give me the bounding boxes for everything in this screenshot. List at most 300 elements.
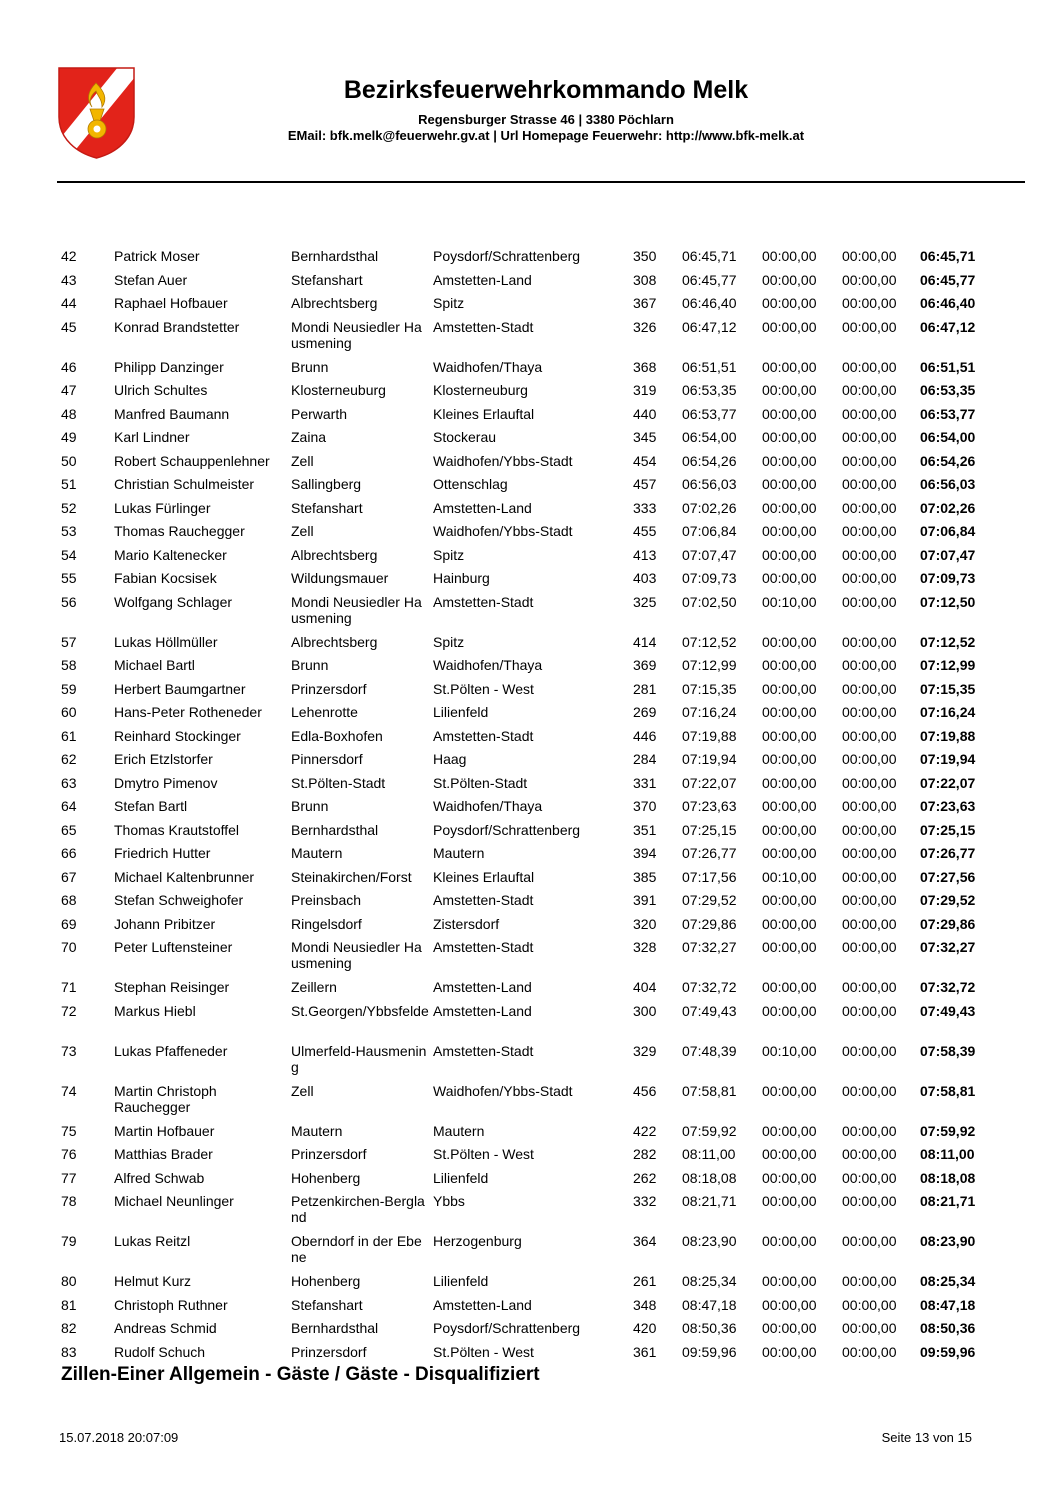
abschnitt-cell: Haag xyxy=(433,751,467,767)
start-number-cell: 440 xyxy=(633,405,657,422)
penalty-time-cell: 00:00,00 xyxy=(762,1273,817,1289)
feuerwehr-cell: Brunn xyxy=(291,657,329,673)
total-time-cell: 06:53,35 xyxy=(920,382,976,398)
abschnitt-cell: Amstetten-Stadt xyxy=(433,593,534,610)
rank-cell: 44 xyxy=(61,295,77,311)
name-cell: Christoph Ruthner xyxy=(114,1296,228,1313)
start-number-cell: 364 xyxy=(633,1233,657,1249)
total-time-cell: 07:26,77 xyxy=(920,845,976,861)
start-number-cell: 300 xyxy=(633,1002,657,1019)
extra-time-cell: 00:00,00 xyxy=(842,1146,897,1162)
start-number-cell: 308 xyxy=(633,271,657,288)
feuerwehr-cell: Zeillern xyxy=(291,979,337,995)
fire-brigade-shield-icon xyxy=(58,67,135,159)
run-time-cell: 07:58,81 xyxy=(682,1082,737,1099)
table-row xyxy=(0,704,1047,728)
penalty-time-cell: 00:00,00 xyxy=(762,1343,817,1360)
run-time-cell: 07:59,92 xyxy=(682,1122,737,1139)
rank-cell: 64 xyxy=(61,798,77,814)
total-time-cell: 07:06,84 xyxy=(920,523,976,539)
total-time-cell: 08:18,08 xyxy=(920,1169,976,1186)
total-time-cell: 07:59,92 xyxy=(920,1122,976,1139)
penalty-time-cell: 00:00,00 xyxy=(762,318,817,335)
table-row xyxy=(0,1003,1047,1043)
table-row xyxy=(0,570,1047,594)
run-time-cell: 07:19,88 xyxy=(682,727,737,744)
start-number-cell: 404 xyxy=(633,979,657,995)
feuerwehr-cell: Zell xyxy=(291,523,314,539)
start-number-cell: 261 xyxy=(633,1273,657,1289)
feuerwehr-cell: Pinnersdorf xyxy=(291,751,363,767)
name-cell: Peter Luftensteiner xyxy=(114,939,233,955)
extra-time-cell: 00:00,00 xyxy=(842,845,897,861)
rank-cell: 57 xyxy=(61,633,77,650)
run-time-cell: 07:32,72 xyxy=(682,979,737,995)
table-row xyxy=(0,594,1047,634)
abschnitt-cell: Ybbs xyxy=(433,1193,465,1209)
total-time-cell: 08:47,18 xyxy=(920,1296,976,1313)
run-time-cell: 08:50,36 xyxy=(682,1320,737,1336)
penalty-time-cell: 00:10,00 xyxy=(762,593,817,610)
penalty-time-cell: 00:00,00 xyxy=(762,727,817,744)
abschnitt-cell: St.Pölten - West xyxy=(433,1343,534,1360)
feuerwehr-cell: Hohenberg xyxy=(291,1169,361,1186)
rank-cell: 62 xyxy=(61,751,77,767)
run-time-cell: 08:23,90 xyxy=(682,1233,737,1249)
abschnitt-cell: Poysdorf/Schrattenberg xyxy=(433,248,581,264)
start-number-cell: 328 xyxy=(633,939,657,955)
name-cell: Dmytro Pimenov xyxy=(114,774,218,791)
total-time-cell: 06:47,12 xyxy=(920,318,976,335)
penalty-time-cell: 00:00,00 xyxy=(762,774,817,791)
total-time-cell: 08:23,90 xyxy=(920,1233,976,1249)
abschnitt-cell: Waidhofen/Thaya xyxy=(433,657,543,673)
extra-time-cell: 00:00,00 xyxy=(842,727,897,744)
table-row xyxy=(0,248,1047,272)
table-row xyxy=(0,845,1047,869)
table-row xyxy=(0,500,1047,524)
penalty-time-cell: 00:00,00 xyxy=(762,271,817,288)
rank-cell: 74 xyxy=(61,1082,77,1099)
total-time-cell: 07:32,72 xyxy=(920,979,976,995)
start-number-cell: 369 xyxy=(633,657,657,673)
penalty-time-cell: 00:00,00 xyxy=(762,939,817,955)
abschnitt-cell: St.Pölten-Stadt xyxy=(433,774,528,791)
total-time-cell: 07:58,81 xyxy=(920,1082,976,1099)
total-time-cell: 07:22,07 xyxy=(920,774,976,791)
abschnitt-cell: Hainburg xyxy=(433,570,490,586)
feuerwehr-cell: Brunn xyxy=(291,798,329,814)
rank-cell: 58 xyxy=(61,657,77,673)
feuerwehr-cell: Sallingberg xyxy=(291,476,362,492)
extra-time-cell: 00:00,00 xyxy=(842,499,897,516)
abschnitt-cell: Poysdorf/Schrattenberg xyxy=(433,1320,581,1336)
feuerwehr-cell: Hohenberg xyxy=(291,1273,361,1289)
abschnitt-cell: Herzogenburg xyxy=(433,1233,522,1249)
header-address: Regensburger Strasse 46 | 3380 Pöchlarn xyxy=(418,112,674,127)
results-table xyxy=(0,248,1047,1367)
rank-cell: 66 xyxy=(61,845,77,861)
rank-cell: 83 xyxy=(61,1343,77,1360)
run-time-cell: 06:47,12 xyxy=(682,318,737,335)
table-row xyxy=(0,1320,1047,1344)
name-cell: Markus Hiebl xyxy=(114,1002,196,1019)
run-time-cell: 08:18,08 xyxy=(682,1169,737,1186)
rank-cell: 56 xyxy=(61,593,77,610)
run-time-cell: 06:53,77 xyxy=(682,405,737,422)
feuerwehr-cell: Mondi Neusiedler Hausmening xyxy=(291,939,422,971)
run-time-cell: 07:32,27 xyxy=(682,939,737,955)
penalty-time-cell: 00:00,00 xyxy=(762,633,817,650)
table-row xyxy=(0,939,1047,979)
table-row xyxy=(0,751,1047,775)
name-cell: Karl Lindner xyxy=(114,429,190,445)
start-number-cell: 325 xyxy=(633,593,657,610)
name-cell: Patrick Moser xyxy=(114,248,200,264)
feuerwehr-cell: Brunn xyxy=(291,358,329,375)
total-time-cell: 07:12,50 xyxy=(920,593,976,610)
extra-time-cell: 00:00,00 xyxy=(842,774,897,791)
abschnitt-cell: Spitz xyxy=(433,633,465,650)
rank-cell: 48 xyxy=(61,405,77,422)
table-row xyxy=(0,657,1047,681)
rank-cell: 46 xyxy=(61,358,77,375)
table-row xyxy=(0,1123,1047,1147)
run-time-cell: 07:22,07 xyxy=(682,774,737,791)
start-number-cell: 367 xyxy=(633,295,657,311)
total-time-cell: 07:15,35 xyxy=(920,680,976,697)
feuerwehr-cell: Stefanshart xyxy=(291,499,363,516)
total-time-cell: 07:23,63 xyxy=(920,798,976,814)
name-cell: Stefan Schweighofer xyxy=(114,892,244,908)
rank-cell: 67 xyxy=(61,868,77,885)
abschnitt-cell: Kleines Erlauftal xyxy=(433,405,535,422)
penalty-time-cell: 00:00,00 xyxy=(762,570,817,586)
total-time-cell: 06:45,71 xyxy=(920,248,976,264)
start-number-cell: 414 xyxy=(633,633,657,650)
table-row xyxy=(0,1083,1047,1123)
start-number-cell: 455 xyxy=(633,523,657,539)
total-time-cell: 06:56,03 xyxy=(920,476,976,492)
penalty-time-cell: 00:00,00 xyxy=(762,704,817,720)
rank-cell: 45 xyxy=(61,318,77,335)
penalty-time-cell: 00:00,00 xyxy=(762,499,817,516)
penalty-time-cell: 00:00,00 xyxy=(762,1002,817,1019)
name-cell: Mario Kaltenecker xyxy=(114,546,227,563)
penalty-time-cell: 00:00,00 xyxy=(762,523,817,539)
name-cell: Michael Neunlinger xyxy=(114,1193,234,1209)
run-time-cell: 08:21,71 xyxy=(682,1193,737,1209)
abschnitt-cell: Amstetten-Stadt xyxy=(433,318,534,335)
name-cell: Lukas Fürlinger xyxy=(114,499,211,516)
name-cell: Philipp Danzinger xyxy=(114,358,224,375)
start-number-cell: 351 xyxy=(633,821,657,838)
start-number-cell: 281 xyxy=(633,680,657,697)
rank-cell: 54 xyxy=(61,546,77,563)
feuerwehr-cell: Bernhardsthal xyxy=(291,248,379,264)
run-time-cell: 06:54,00 xyxy=(682,429,737,445)
extra-time-cell: 00:00,00 xyxy=(842,1082,897,1099)
rank-cell: 47 xyxy=(61,382,77,398)
name-cell: Martin Christoph Rauchegger xyxy=(114,1082,217,1115)
table-row xyxy=(0,634,1047,658)
name-cell: Lukas Reitzl xyxy=(114,1233,191,1249)
penalty-time-cell: 00:00,00 xyxy=(762,821,817,838)
run-time-cell: 06:54,26 xyxy=(682,452,737,469)
start-number-cell: 333 xyxy=(633,499,657,516)
name-cell: Wolfgang Schlager xyxy=(114,593,233,610)
header-divider xyxy=(57,181,1025,183)
penalty-time-cell: 00:00,00 xyxy=(762,452,817,469)
abschnitt-cell: Waidhofen/Ybbs-Stadt xyxy=(433,523,573,539)
total-time-cell: 06:54,26 xyxy=(920,452,976,469)
table-row xyxy=(0,359,1047,383)
penalty-time-cell: 00:00,00 xyxy=(762,1320,817,1336)
feuerwehr-cell: St.Georgen/Ybbsfelde xyxy=(291,1002,429,1019)
page-title: Bezirksfeuerwehrkommando Melk xyxy=(343,76,749,104)
extra-time-cell: 00:00,00 xyxy=(842,295,897,311)
rank-cell: 82 xyxy=(61,1320,77,1336)
table-row xyxy=(0,406,1047,430)
start-number-cell: 329 xyxy=(633,1042,657,1059)
start-number-cell: 385 xyxy=(633,868,657,885)
extra-time-cell: 00:00,00 xyxy=(842,1273,897,1289)
rank-cell: 69 xyxy=(61,915,77,932)
rank-cell: 68 xyxy=(61,892,77,908)
print-timestamp: 15.07.2018 20:07:09 xyxy=(59,1430,179,1445)
total-time-cell: 06:53,77 xyxy=(920,405,976,422)
feuerwehr-cell: Mautern xyxy=(291,845,343,861)
name-cell: Thomas Krautstoffel xyxy=(114,821,240,838)
extra-time-cell: 00:00,00 xyxy=(842,915,897,932)
run-time-cell: 07:29,86 xyxy=(682,915,737,932)
extra-time-cell: 00:00,00 xyxy=(842,751,897,767)
run-time-cell: 07:25,15 xyxy=(682,821,737,838)
abschnitt-cell: Poysdorf/Schrattenberg xyxy=(433,821,581,838)
rank-cell: 75 xyxy=(61,1122,77,1139)
penalty-time-cell: 00:00,00 xyxy=(762,1169,817,1186)
abschnitt-cell: Amstetten-Land xyxy=(433,271,532,288)
run-time-cell: 09:59,96 xyxy=(682,1343,737,1360)
extra-time-cell: 00:00,00 xyxy=(842,1122,897,1139)
extra-time-cell: 00:00,00 xyxy=(842,1343,897,1360)
name-cell: Stefan Bartl xyxy=(114,798,188,814)
abschnitt-cell: Zistersdorf xyxy=(433,915,500,932)
run-time-cell: 07:06,84 xyxy=(682,523,737,539)
start-number-cell: 345 xyxy=(633,429,657,445)
start-number-cell: 368 xyxy=(633,358,657,375)
penalty-time-cell: 00:00,00 xyxy=(762,915,817,932)
penalty-time-cell: 00:00,00 xyxy=(762,382,817,398)
name-cell: Michael Kaltenbrunner xyxy=(114,868,255,885)
name-cell: Fabian Kocsisek xyxy=(114,570,217,586)
abschnitt-cell: Amstetten-Stadt xyxy=(433,892,534,908)
rank-cell: 71 xyxy=(61,979,77,995)
rank-cell: 42 xyxy=(61,248,77,264)
run-time-cell: 06:51,51 xyxy=(682,358,737,375)
start-number-cell: 282 xyxy=(633,1146,657,1162)
table-row xyxy=(0,798,1047,822)
table-row xyxy=(0,822,1047,846)
feuerwehr-cell: Albrechtsberg xyxy=(291,295,378,311)
extra-time-cell: 00:00,00 xyxy=(842,546,897,563)
run-time-cell: 07:15,35 xyxy=(682,680,737,697)
total-time-cell: 07:16,24 xyxy=(920,704,976,720)
abschnitt-cell: Amstetten-Stadt xyxy=(433,939,534,955)
rank-cell: 63 xyxy=(61,774,77,791)
penalty-time-cell: 00:00,00 xyxy=(762,405,817,422)
table-row xyxy=(0,295,1047,319)
table-row xyxy=(0,429,1047,453)
abschnitt-cell: Lilienfeld xyxy=(433,1273,489,1289)
name-cell: Christian Schulmeister xyxy=(114,476,255,492)
penalty-time-cell: 00:00,00 xyxy=(762,1146,817,1162)
name-cell: Matthias Brader xyxy=(114,1146,213,1162)
abschnitt-cell: Amstetten-Land xyxy=(433,1296,532,1313)
feuerwehr-cell: Mautern xyxy=(291,1122,343,1139)
name-cell: Friedrich Hutter xyxy=(114,845,211,861)
total-time-cell: 07:29,52 xyxy=(920,892,976,908)
total-time-cell: 07:12,99 xyxy=(920,657,976,673)
table-row xyxy=(0,979,1047,1003)
name-cell: Rudolf Schuch xyxy=(114,1343,206,1360)
run-time-cell: 06:45,71 xyxy=(682,248,737,264)
penalty-time-cell: 00:00,00 xyxy=(762,892,817,908)
extra-time-cell: 00:00,00 xyxy=(842,979,897,995)
table-row xyxy=(0,869,1047,893)
penalty-time-cell: 00:00,00 xyxy=(762,546,817,563)
extra-time-cell: 00:00,00 xyxy=(842,939,897,955)
extra-time-cell: 00:00,00 xyxy=(842,1320,897,1336)
penalty-time-cell: 00:00,00 xyxy=(762,1296,817,1313)
name-cell: Erich Etzlstorfer xyxy=(114,751,213,767)
extra-time-cell: 00:00,00 xyxy=(842,868,897,885)
penalty-time-cell: 00:00,00 xyxy=(762,680,817,697)
extra-time-cell: 00:00,00 xyxy=(842,476,897,492)
rank-cell: 49 xyxy=(61,429,77,445)
start-number-cell: 454 xyxy=(633,452,657,469)
extra-time-cell: 00:00,00 xyxy=(842,382,897,398)
penalty-time-cell: 00:00,00 xyxy=(762,798,817,814)
abschnitt-cell: Amstetten-Land xyxy=(433,499,532,516)
name-cell: Ulrich Schultes xyxy=(114,382,208,398)
total-time-cell: 07:19,94 xyxy=(920,751,976,767)
rank-cell: 72 xyxy=(61,1002,77,1019)
extra-time-cell: 00:00,00 xyxy=(842,1042,897,1059)
run-time-cell: 07:26,77 xyxy=(682,845,737,861)
start-number-cell: 457 xyxy=(633,476,657,492)
name-cell: Reinhard Stockinger xyxy=(114,727,241,744)
rank-cell: 50 xyxy=(61,452,77,469)
table-row xyxy=(0,1193,1047,1233)
abschnitt-cell: Mautern xyxy=(433,1122,485,1139)
name-cell: Johann Pribitzer xyxy=(114,915,216,932)
run-time-cell: 07:16,24 xyxy=(682,704,737,720)
start-number-cell: 391 xyxy=(633,892,657,908)
rank-cell: 77 xyxy=(61,1169,77,1186)
total-time-cell: 07:19,88 xyxy=(920,727,976,744)
section-heading: Zillen-Einer Allgemein - Gäste / Gäste - Disqualifiziert xyxy=(61,1364,540,1385)
table-row xyxy=(0,453,1047,477)
total-time-cell: 06:46,40 xyxy=(920,295,976,311)
extra-time-cell: 00:00,00 xyxy=(842,1296,897,1313)
extra-time-cell: 00:00,00 xyxy=(842,680,897,697)
name-cell: Konrad Brandstetter xyxy=(114,318,240,335)
abschnitt-cell: Amstetten-Land xyxy=(433,979,532,995)
feuerwehr-cell: Zell xyxy=(291,1082,314,1099)
penalty-time-cell: 00:00,00 xyxy=(762,1082,817,1099)
rank-cell: 79 xyxy=(61,1233,77,1249)
run-time-cell: 06:46,40 xyxy=(682,295,737,311)
table-row xyxy=(0,916,1047,940)
total-time-cell: 08:50,36 xyxy=(920,1320,976,1336)
rank-cell: 43 xyxy=(61,271,77,288)
rank-cell: 81 xyxy=(61,1296,77,1313)
rank-cell: 61 xyxy=(61,727,77,744)
start-number-cell: 284 xyxy=(633,751,657,767)
name-cell: Lukas Pfaffeneder xyxy=(114,1042,228,1059)
name-cell: Stephan Reisinger xyxy=(114,979,230,995)
start-number-cell: 319 xyxy=(633,382,657,398)
penalty-time-cell: 00:00,00 xyxy=(762,845,817,861)
run-time-cell: 07:17,56 xyxy=(682,868,737,885)
extra-time-cell: 00:00,00 xyxy=(842,405,897,422)
name-cell: Lukas Höllmüller xyxy=(114,633,218,650)
start-number-cell: 262 xyxy=(633,1169,657,1186)
rank-cell: 53 xyxy=(61,523,77,539)
name-cell: Michael Bartl xyxy=(114,657,195,673)
run-time-cell: 06:45,77 xyxy=(682,271,737,288)
total-time-cell: 07:07,47 xyxy=(920,546,976,563)
abschnitt-cell: St.Pölten - West xyxy=(433,1146,534,1162)
feuerwehr-cell: Mondi Neusiedler Hausmening xyxy=(291,318,422,351)
start-number-cell: 420 xyxy=(633,1320,657,1336)
feuerwehr-cell: Wildungsmauer xyxy=(291,570,389,586)
feuerwehr-cell: Albrechtsberg xyxy=(291,546,378,563)
abschnitt-cell: Mautern xyxy=(433,845,485,861)
run-time-cell: 07:02,50 xyxy=(682,593,737,610)
run-time-cell: 08:47,18 xyxy=(682,1296,737,1313)
run-time-cell: 07:07,47 xyxy=(682,546,737,563)
table-row xyxy=(0,319,1047,359)
start-number-cell: 332 xyxy=(633,1193,657,1209)
feuerwehr-cell: Bernhardsthal xyxy=(291,1320,379,1336)
table-row xyxy=(0,476,1047,500)
total-time-cell: 07:27,56 xyxy=(920,868,976,885)
table-row xyxy=(0,1146,1047,1170)
start-number-cell: 320 xyxy=(633,915,657,932)
run-time-cell: 07:12,52 xyxy=(682,633,737,650)
rank-cell: 76 xyxy=(61,1146,77,1162)
run-time-cell: 07:02,26 xyxy=(682,499,737,516)
run-time-cell: 07:09,73 xyxy=(682,570,737,586)
name-cell: Manfred Baumann xyxy=(114,405,230,422)
table-row xyxy=(0,1233,1047,1273)
total-time-cell: 07:25,15 xyxy=(920,821,976,838)
total-time-cell: 07:29,86 xyxy=(920,915,976,932)
run-time-cell: 07:23,63 xyxy=(682,798,737,814)
rank-cell: 55 xyxy=(61,570,77,586)
start-number-cell: 361 xyxy=(633,1343,657,1360)
name-cell: Thomas Rauchegger xyxy=(114,523,245,539)
name-cell: Martin Hofbauer xyxy=(114,1122,215,1139)
start-number-cell: 370 xyxy=(633,798,657,814)
feuerwehr-cell: Prinzersdorf xyxy=(291,1343,367,1360)
penalty-time-cell: 00:00,00 xyxy=(762,358,817,375)
abschnitt-cell: Lilienfeld xyxy=(433,704,489,720)
feuerwehr-cell: Ringelsdorf xyxy=(291,915,362,932)
extra-time-cell: 00:00,00 xyxy=(842,657,897,673)
